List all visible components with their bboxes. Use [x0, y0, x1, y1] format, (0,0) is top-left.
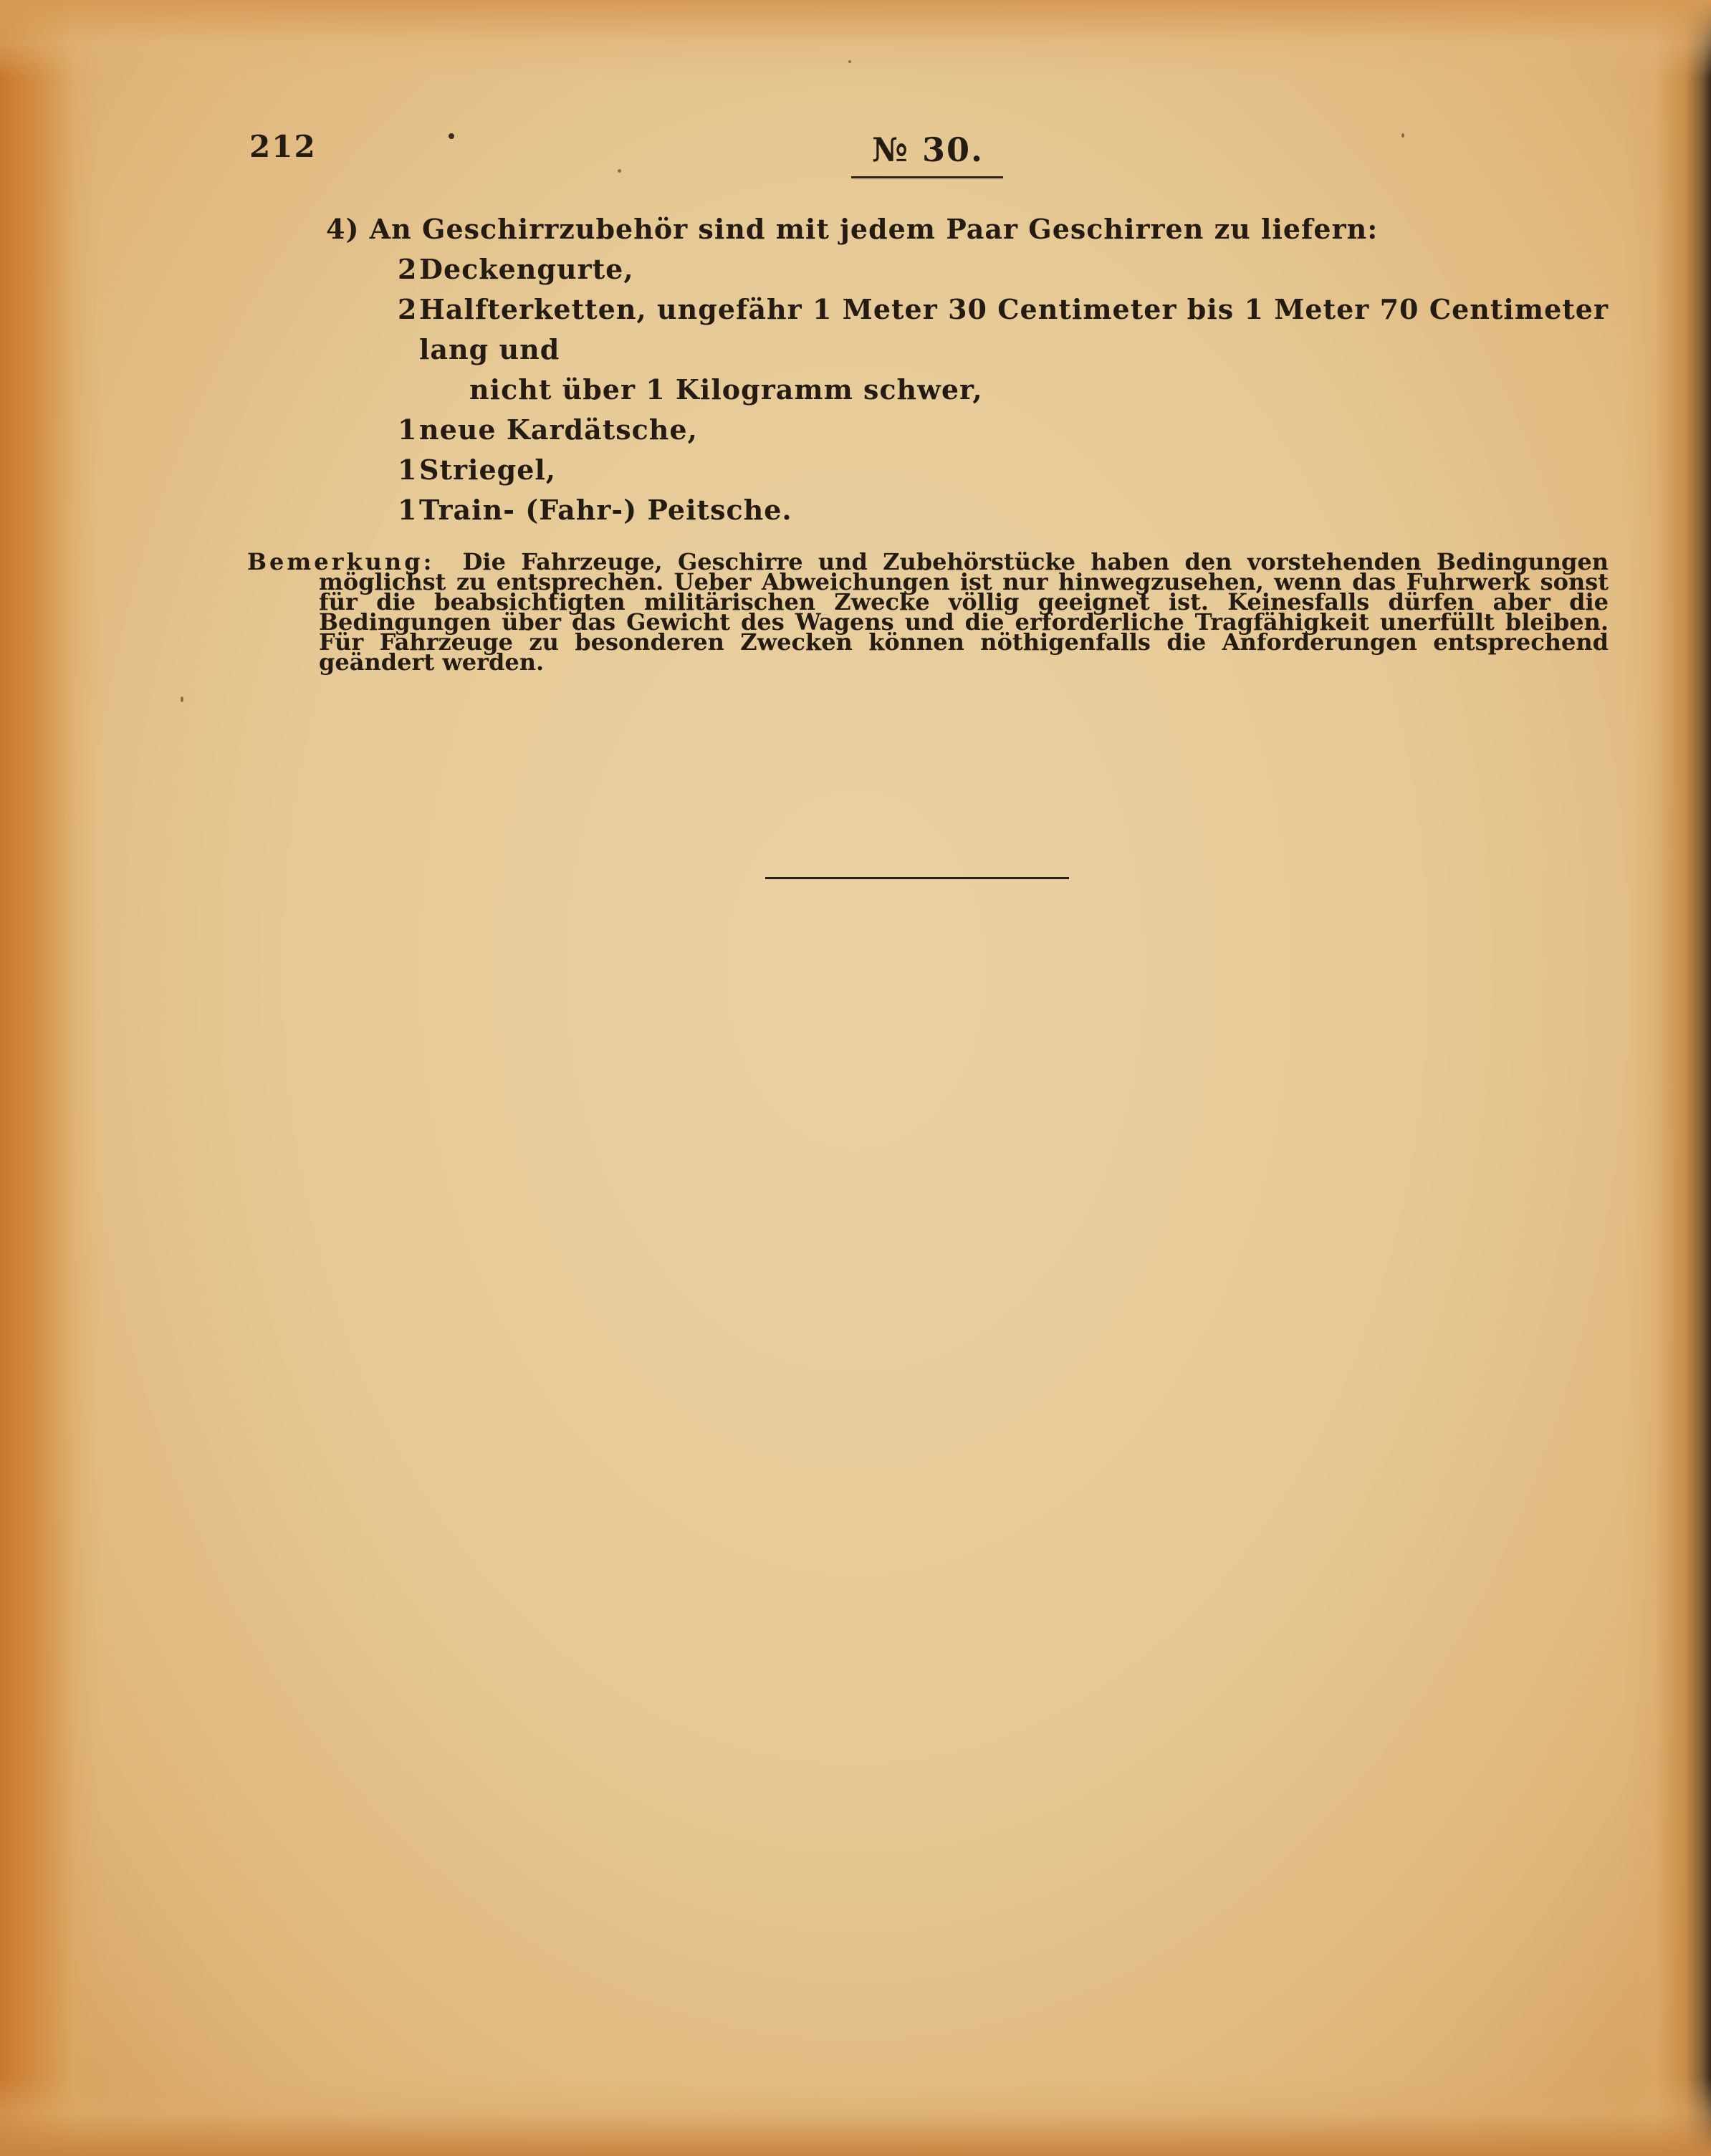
item-text: neue Kardätsche, — [419, 413, 698, 446]
remark-label: Bemerkung: — [247, 548, 435, 575]
item-text: Train- (Fahr-) Peitsche. — [419, 494, 792, 526]
paper-speck — [1401, 133, 1404, 138]
item-quantity: 2 — [398, 253, 418, 285]
list-item — [326, 289, 1609, 410]
item-text: Striegel, — [419, 454, 557, 486]
list-item — [326, 450, 1609, 490]
item-text: Deckengurte, — [419, 253, 634, 285]
paper-speck — [848, 60, 851, 63]
ink-dot — [449, 133, 454, 139]
item-text-continuation: nicht über 1 Kilogramm schwer, — [469, 373, 983, 406]
page-number: 212 — [249, 129, 317, 164]
section-4 — [326, 209, 1609, 530]
remark-block — [247, 548, 1609, 676]
paper-speck — [181, 696, 183, 702]
remark-paragraph — [247, 548, 1609, 676]
paper-edge-bottom — [0, 2077, 1711, 2156]
item-quantity: 2 — [398, 293, 418, 325]
paper-edge-right — [1625, 0, 1711, 2156]
section-heading: 4) An Geschirrzubehör sind mit jedem Paar Geschirren zu liefern: — [326, 213, 1379, 245]
closing-rule — [765, 877, 1069, 879]
item-quantity: 1 — [398, 494, 418, 526]
list-item — [326, 249, 1609, 289]
issue-underline — [851, 176, 1003, 178]
list-item — [326, 410, 1609, 450]
item-quantity: 1 — [398, 413, 418, 446]
item-text: Halfterketten, ungefähr 1 Meter 30 Centimeter bis 1 Meter 70 Centimeter lang und — [419, 293, 1609, 365]
issue-number: № 30. — [871, 130, 984, 169]
paper-edge-top — [0, 0, 1711, 79]
item-quantity: 1 — [398, 454, 418, 486]
remark-text: Die Fahrzeuge, Geschirre und Zubehörstücke haben den vorstehenden Bedingungen möglichst zu entsprechen. Ueber Abweichungen ist nur hinwegzusehen, wenn das Fuhrwerk sonst für die beabsichtigten militärischen Zwecke völlig geeignet ist. Keinesfalls dürfen aber die Bedingungen über das Gewicht des Wagens und die erforderliche Tragfähigkeit unerfüllt bleiben. Für Fahrzeuge zu besonderen Zwecken können nöthigenfalls die Anforderungen entsprechend geändert werden. — [319, 548, 1609, 676]
list-item — [326, 490, 1609, 530]
paper-edge-left — [0, 0, 100, 2156]
paper-speck — [618, 169, 621, 173]
